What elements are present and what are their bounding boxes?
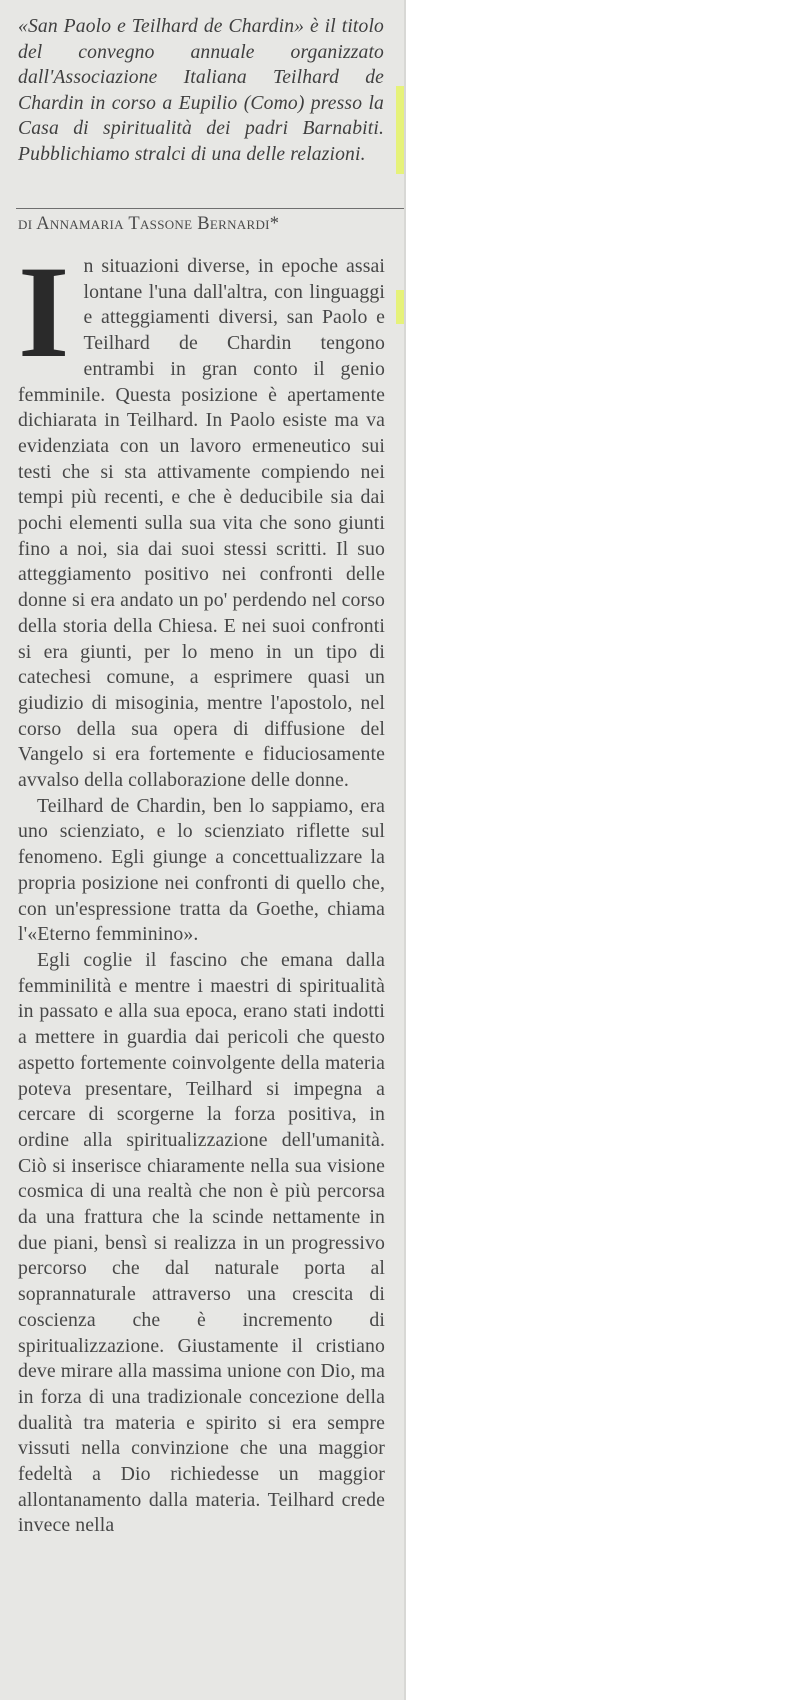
article-lede: «San Paolo e Teilhard de Chardin» è il titolo del convegno annuale organizzato dall'Associazione Italiana Teilhard de Chardin in corso a Eupilio (Como) presso la Casa di spiritualità dei padri Barnabiti. Pubblichiamo stralci di una delle relazioni.	[18, 16, 384, 165]
paragraph-text: n situazioni diverse, in epoche assai lontane l'una dall'altra, con linguaggi e atteggiamenti diversi, san Paolo e Teilhard de Chardin tengono entrambi in gran conto il genio femminile. Questa posizione è apertamente dichiarata in Teilhard. In Paolo esiste ma va evidenziata con un lavoro ermeneutico sui testi che si sta attivamente compiendo nei tempi più recenti, e che è deducibile sia dai pochi elementi sulla sua vita che sono giunti fino a noi, sia dai suoi stessi scritti. Il suo atteggiamento positivo nei confronti delle donne si era andato un po' perdendo nel corso della storia della Chiesa. E nei suoi confronti si era giunti, per lo meno in un tipo di catechesi comune, a esprimere quasi un giudizio di misoginia, mentre l'apostolo, nel corso della sua opera di diffusione del Vangelo si era fortemente e fiduciosamente avvalso della collaborazione delle donne.	[18, 255, 385, 792]
page-edge	[404, 0, 406, 1700]
paragraph	[18, 238, 385, 794]
paragraph: Egli coglie il fascino che emana dalla femminilità e mentre i maestri di spiritualità in passato e alla sua epoca, erano stati indotti a mettere in guardia dai pericoli che questo aspetto fortemente coinvolgente della materia poteva presentare, Teilhard si impegna a cercare di scorgerne la forza positiva, in ordine alla spiritualizzazione dell'umanità. Ciò si inserisce chiaramente nella sua visione cosmica di una realtà che non è più percorsa da una frattura che la scinde nettamente in due piani, bensì si realizza in un progressivo percorso che dal naturale porta al soprannaturale attraverso una crescita di coscienza che è incremento di spiritualizzazione. Giustamente il cristiano deve mirare alla massima unione con Dio, ma in forza di una tradizionale concezione della dualità tra materia e spirito si era sempre vissuti nella convinzione che una maggior fedeltà a Dio richiedesse un maggior allontanamento dalla materia. Teilhard crede invece nella	[18, 948, 385, 1537]
section-divider	[16, 208, 404, 209]
article-byline: di Annamaria Tassone Bernardi*	[18, 214, 280, 234]
highlighter-mark	[396, 290, 404, 324]
paragraph: Teilhard de Chardin, ben lo sappiamo, era uno scienziato, e lo scienziato riflette sul fenomeno. Egli giunge a concettualizzare la propria posizione nei confronti di quello che, con un'espressione tratta da Goethe, chiama l'«Eterno femminino».	[18, 794, 385, 946]
highlighter-mark	[396, 86, 404, 174]
article-body	[18, 238, 385, 1539]
drop-cap: I	[18, 238, 70, 385]
